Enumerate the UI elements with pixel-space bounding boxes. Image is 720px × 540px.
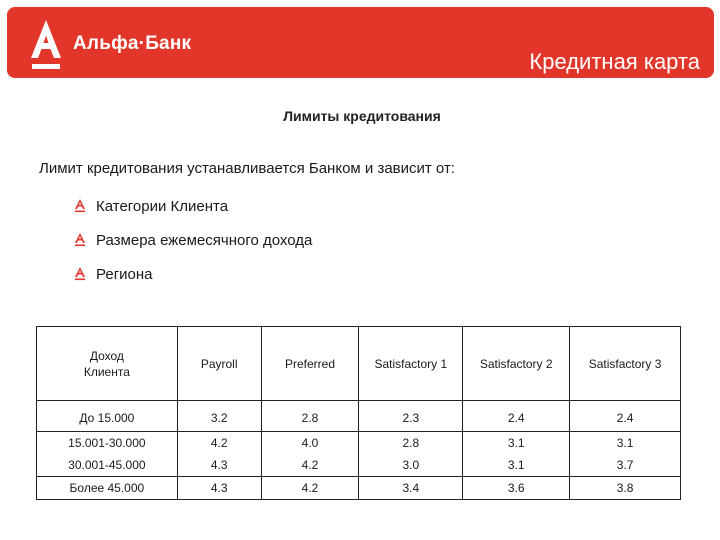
column-header: Satisfactory 3 <box>570 327 681 401</box>
table-cell: 4.3 <box>177 454 261 477</box>
table-cell: 2.8 <box>359 432 463 455</box>
table-cell: 4.2 <box>261 477 359 500</box>
table-cell: 2.8 <box>261 401 359 432</box>
table-cell: 2.3 <box>359 401 463 432</box>
alfa-bullet-icon <box>74 267 96 283</box>
brand-name: Альфа·Банк <box>73 33 192 54</box>
table-cell: Более 45.000 <box>37 477 178 500</box>
table-row <box>37 454 681 477</box>
header-banner <box>7 7 714 78</box>
column-header: Satisfactory 1 <box>359 327 463 401</box>
list-item <box>74 198 312 232</box>
column-header: Satisfactory 2 <box>463 327 570 401</box>
table-cell: 4.2 <box>261 454 359 477</box>
table-cell: 3.0 <box>359 454 463 477</box>
alfa-bank-logo-icon <box>27 20 65 72</box>
table-cell: До 15.000 <box>37 401 178 432</box>
column-header: Preferred <box>261 327 359 401</box>
column-header: Payroll <box>177 327 261 401</box>
table-cell: 3.1 <box>463 432 570 455</box>
bullet-label: Региона <box>96 266 153 283</box>
table-cell: 3.1 <box>463 454 570 477</box>
list-item <box>74 266 312 300</box>
table-row <box>37 477 681 500</box>
table-cell: 30.001-45.000 <box>37 454 178 477</box>
alfa-bullet-icon <box>74 233 96 249</box>
alfa-bullet-icon <box>74 199 96 215</box>
table-header-row <box>37 327 681 401</box>
table-cell: 4.0 <box>261 432 359 455</box>
table-row <box>37 401 681 432</box>
table-cell: 3.2 <box>177 401 261 432</box>
intro-text: Лимит кредитования устанавливается Банком и зависит от: <box>39 160 455 177</box>
table-cell: 3.4 <box>359 477 463 500</box>
table-cell: 4.3 <box>177 477 261 500</box>
list-item <box>74 232 312 266</box>
credit-limits-table <box>36 326 681 500</box>
page-title: Кредитная карта <box>529 49 700 74</box>
table-cell: 15.001-30.000 <box>37 432 178 455</box>
table-cell: 3.7 <box>570 454 681 477</box>
table-cell: 2.4 <box>570 401 681 432</box>
table-row <box>37 432 681 455</box>
table-cell: 3.8 <box>570 477 681 500</box>
section-title: Лимиты кредитования <box>283 108 441 124</box>
bullet-label: Категории Клиента <box>96 198 229 215</box>
bullet-list <box>74 198 312 300</box>
table-cell: 3.6 <box>463 477 570 500</box>
table-cell: 4.2 <box>177 432 261 455</box>
table-cell: 2.4 <box>463 401 570 432</box>
column-header: Доход Клиента <box>37 327 178 401</box>
table-cell: 3.1 <box>570 432 681 455</box>
bullet-label: Размера ежемесячного дохода <box>96 232 313 249</box>
